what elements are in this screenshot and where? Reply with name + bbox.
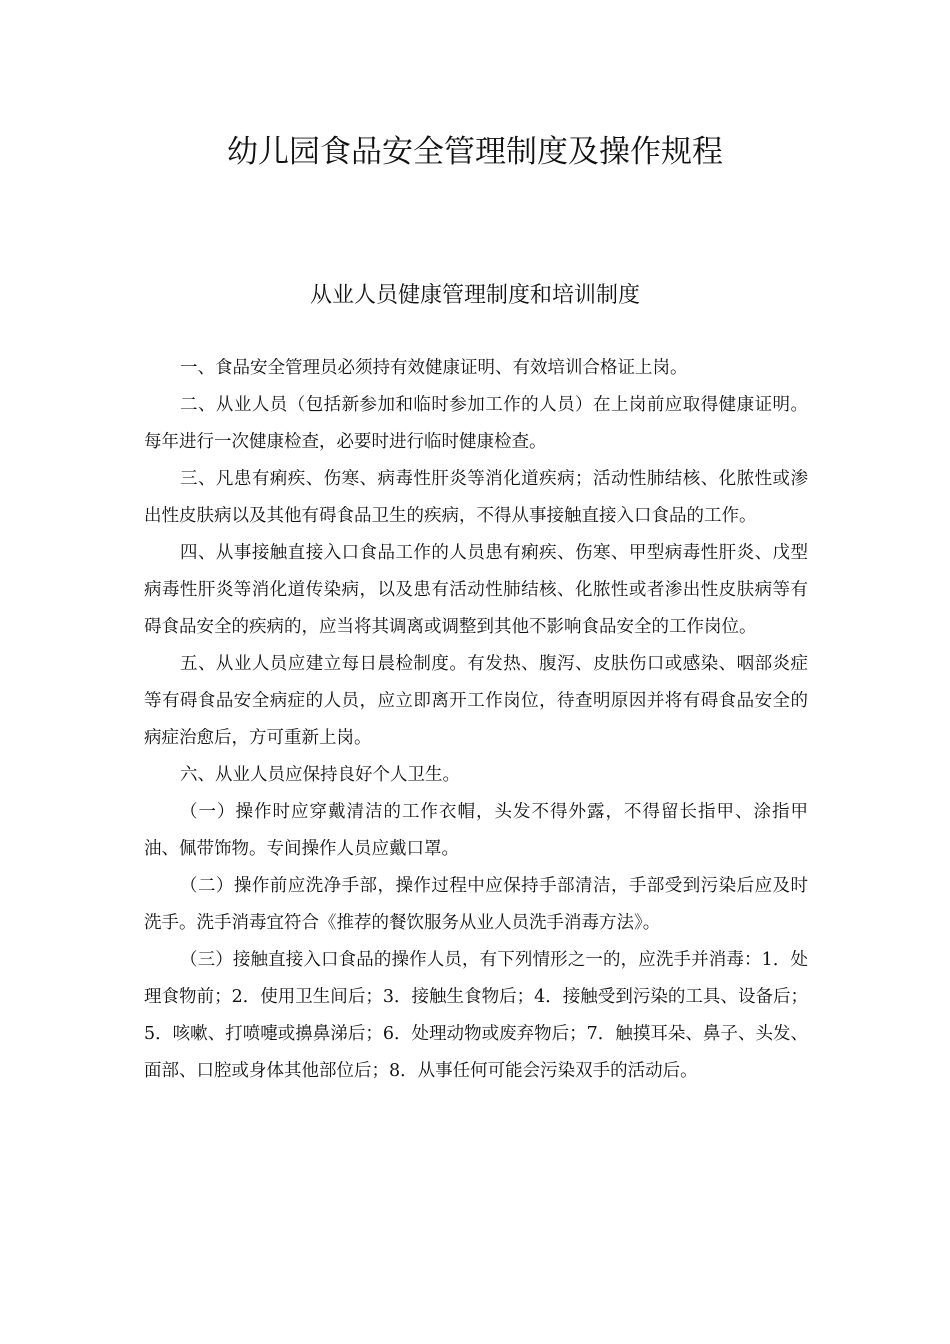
paragraph-1: 一、食品安全管理员必须持有效健康证明、有效培训合格证上岗。 <box>180 358 688 378</box>
paragraph-5: 五、从业人员应建立每日晨检制度。有发热、腹泻、皮肤伤口或感染、咽部炎症等有碍食品安全病症的人员，应立即离开工作岗位，待查明原因并将有碍食品安全的病症治愈后，方可重新上岗。 <box>144 654 808 748</box>
paragraph-2: 二、从业人员（包括新参加和临时参加工作的人员）在上岗前应取得健康证明。每年进行一次健康检查，必要时进行临时健康检查。 <box>144 395 808 452</box>
document-body <box>144 350 808 1090</box>
document-title: 幼儿园食品安全管理制度及操作规程 <box>227 134 723 170</box>
paragraph-6-1: （一）操作时应穿戴清洁的工作衣帽，头发不得外露，不得留长指甲、涂指甲油、佩带饰物。专间操作人员应戴口罩。 <box>144 802 808 859</box>
paragraph-6-3: （三）接触直接入口食品的操作人员，有下列情形之一的，应洗手并消毒：1．处理食物前；2．使用卫生间后；3．接触生食物后；4．接触受到污染的工具、设备后；5．咳嗽、打喷嚏或擤鼻涕后；6．处理动物或废弃物后；7．触摸耳朵、鼻子、头发、面部、口腔或身体其他部位后；8．从事任何可能会污染双手的活动后。 <box>144 950 808 1081</box>
paragraph-4: 四、从事接触直接入口食品工作的人员患有痢疾、伤寒、甲型病毒性肝炎、戊型病毒性肝炎等消化道传染病，以及患有活动性肺结核、化脓性或者渗出性皮肤病等有碍食品安全的疾病的，应当将其调离或调整到其他不影响食品安全的工作岗位。 <box>144 543 808 637</box>
paragraph-6: 六、从业人员应保持良好个人卫生。 <box>180 765 460 785</box>
section-title: 从业人员健康管理制度和培训制度 <box>309 283 640 308</box>
paragraph-3: 三、凡患有痢疾、伤寒、病毒性肝炎等消化道疾病；活动性肺结核、化脓性或渗出性皮肤病以及其他有碍食品卫生的疾病，不得从事接触直接入口食品的工作。 <box>144 469 808 526</box>
paragraph-6-2: （二）操作前应洗净手部，操作过程中应保持手部清洁，手部受到污染后应及时洗手。洗手消毒宜符合《推荐的餐饮服务从业人员洗手消毒方法》。 <box>144 876 808 933</box>
